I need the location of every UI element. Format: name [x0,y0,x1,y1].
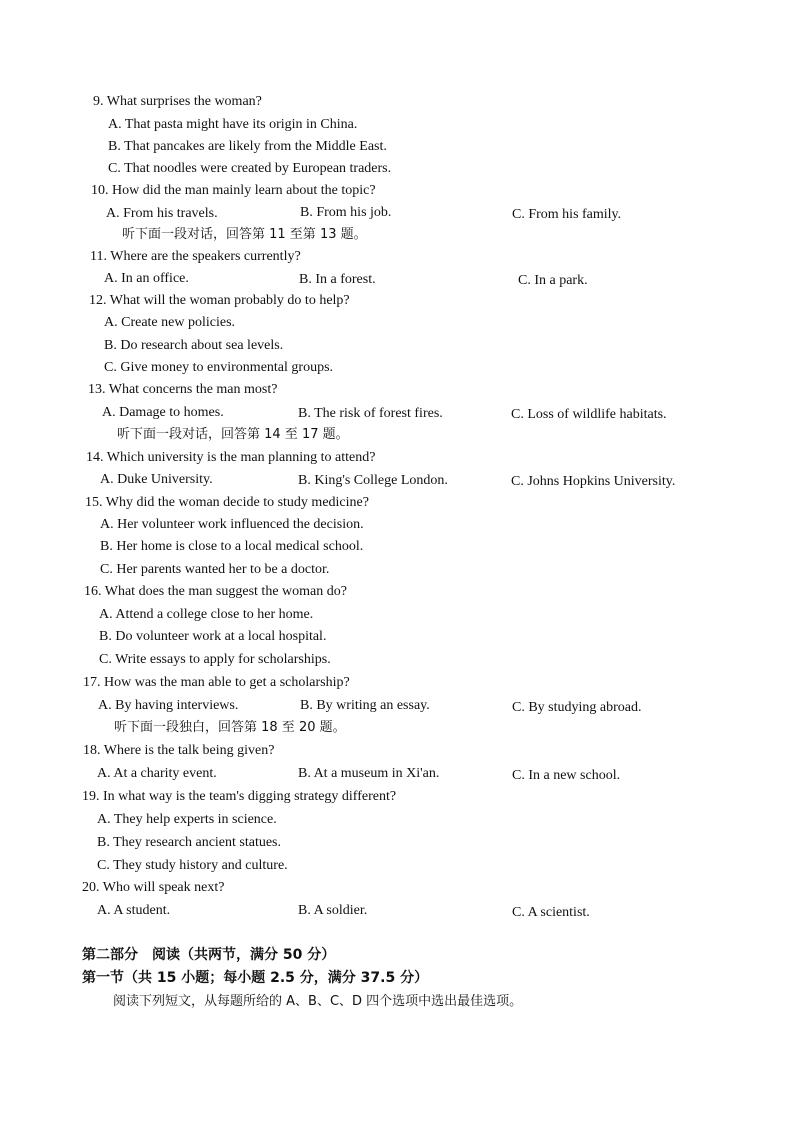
listening-instruction: 听下面一段对话，回答第 14 至 17 题。 [117,427,349,442]
option-a: A. Her volunteer work influenced the decision. [100,517,364,532]
option-c: C. Give money to environmental groups. [104,360,334,375]
question-stem: 17. How was the man able to get a scholarship? [83,675,350,690]
option-a: A. Duke University. [100,472,213,487]
option-a: A. Damage to homes. [102,405,224,420]
option-b: B. At a museum in Xi'an. [298,766,440,781]
question-stem: 14. Which university is the man planning to attend? [86,450,376,465]
question-stem: 10. How did the man mainly learn about the topic? [91,183,376,198]
option-c: C. A scientist. [512,905,590,920]
option-b: B. In a forest. [299,272,376,287]
option-a: A. From his travels. [106,206,218,221]
question-stem: 18. Where is the talk being given? [83,743,275,758]
option-a: A. Attend a college close to her home. [99,607,314,622]
option-c: C. Write essays to apply for scholarships. [99,652,331,667]
option-c: C. From his family. [512,207,622,222]
listening-instruction: 听下面一段对话，回答第 11 至第 13 题。 [122,227,367,242]
option-a: A. In an office. [104,271,189,286]
option-b: B. From his job. [300,205,392,220]
option-b: B. Do volunteer work at a local hospital. [99,629,327,644]
option-c: C. In a new school. [512,768,621,783]
option-b: B. By writing an essay. [300,698,430,713]
option-c: C. They study history and culture. [97,858,288,873]
option-a: A. That pasta might have its origin in China. [108,117,358,132]
option-a: A. A student. [97,903,171,918]
option-a: A. At a charity event. [97,766,217,781]
option-c: C. That noodles were created by European traders. [108,161,392,176]
option-b: B. That pancakes are likely from the Middle East. [108,139,387,154]
option-b: B. They research ancient statues. [97,835,282,850]
option-b: B. The risk of forest fires. [298,406,443,421]
reading-directions: 阅读下列短文，从每题所给的 A、B、C、D 四个选项中选出最佳选项。 [113,994,523,1009]
question-stem: 20. Who will speak next? [82,880,225,895]
section-heading: 第一节（共 15 小题；每小题 2.5 分，满分 37.5 分） [82,970,429,986]
option-c: C. Loss of wildlife habitats. [511,407,667,422]
question-stem: 19. In what way is the team's digging strategy different? [82,789,397,804]
question-stem: 12. What will the woman probably do to help? [89,293,350,308]
option-a: A. Create new policies. [104,315,236,330]
question-stem: 13. What concerns the man most? [88,382,278,397]
option-a: A. By having interviews. [98,698,239,713]
question-stem: 11. Where are the speakers currently? [90,249,301,264]
listening-instruction: 听下面一段独白，回答第 18 至 20 题。 [114,720,346,735]
option-a: A. They help experts in science. [97,812,277,827]
option-c: C. Her parents wanted her to be a doctor. [100,562,330,577]
part-heading: 第二部分 阅读（共两节，满分 50 分） [82,947,336,963]
option-c: C. Johns Hopkins University. [511,474,676,489]
option-b: B. Do research about sea levels. [104,338,284,353]
option-b: B. Her home is close to a local medical school. [100,539,364,554]
option-b: B. King's College London. [298,473,448,488]
question-stem: 9. What surprises the woman? [93,94,262,109]
option-c: C. By studying abroad. [512,700,642,715]
option-c: C. In a park. [518,273,588,288]
option-b: B. A soldier. [298,903,368,918]
question-stem: 16. What does the man suggest the woman do? [84,584,347,599]
question-stem: 15. Why did the woman decide to study medicine? [85,495,369,510]
